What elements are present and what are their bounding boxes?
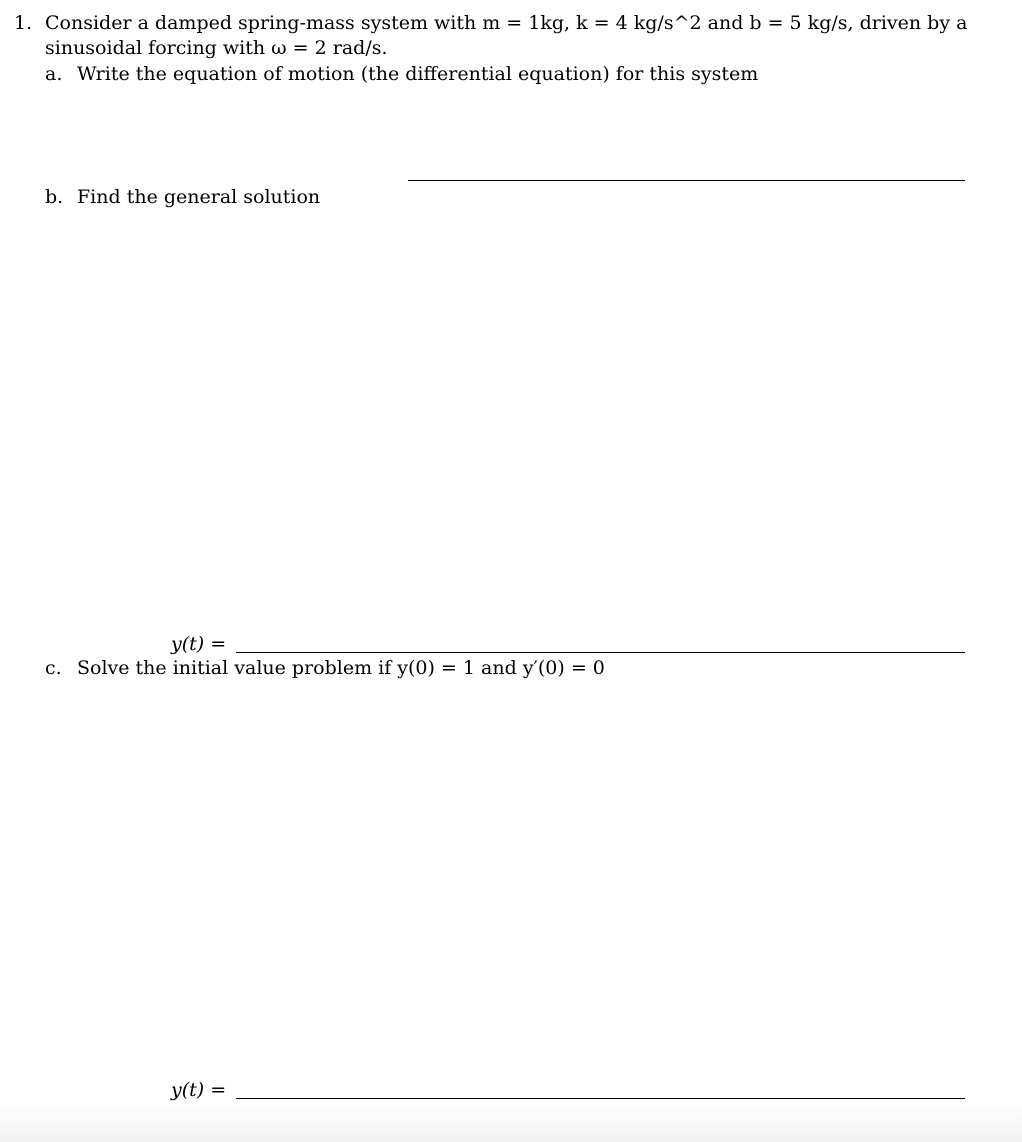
page-bottom-edge (0, 1102, 1022, 1142)
question-intro-line-1: Consider a damped spring-mass system with m = 1kg, k = 4 kg/s^2 and b = 5 kg/s, driven by a (45, 12, 968, 34)
part-c-text: Solve the initial value problem if y(0) = 1 and y′(0) = 0 (77, 657, 605, 679)
part-b-label: b. (45, 186, 64, 208)
part-b-prompt (45, 185, 320, 209)
part-a-answer-line[interactable] (408, 180, 965, 181)
part-a-label: a. (45, 63, 63, 85)
part-b-answer-prefix: y(t) = (171, 633, 227, 655)
part-c-answer-line[interactable] (236, 1098, 965, 1099)
question-number: 1. (14, 12, 33, 34)
question-1-line-1 (14, 11, 967, 35)
part-c-label: c. (45, 657, 62, 679)
part-a-prompt (45, 62, 758, 86)
part-b-text: Find the general solution (77, 186, 321, 208)
part-c-answer-prefix: y(t) = (171, 1079, 227, 1101)
question-intro-line-2: sinusoidal forcing with ω = 2 rad/s. (45, 37, 388, 59)
part-c-prompt (45, 656, 605, 680)
part-a-text: Write the equation of motion (the differential equation) for this system (77, 63, 759, 85)
part-b-answer-line[interactable] (236, 652, 965, 653)
